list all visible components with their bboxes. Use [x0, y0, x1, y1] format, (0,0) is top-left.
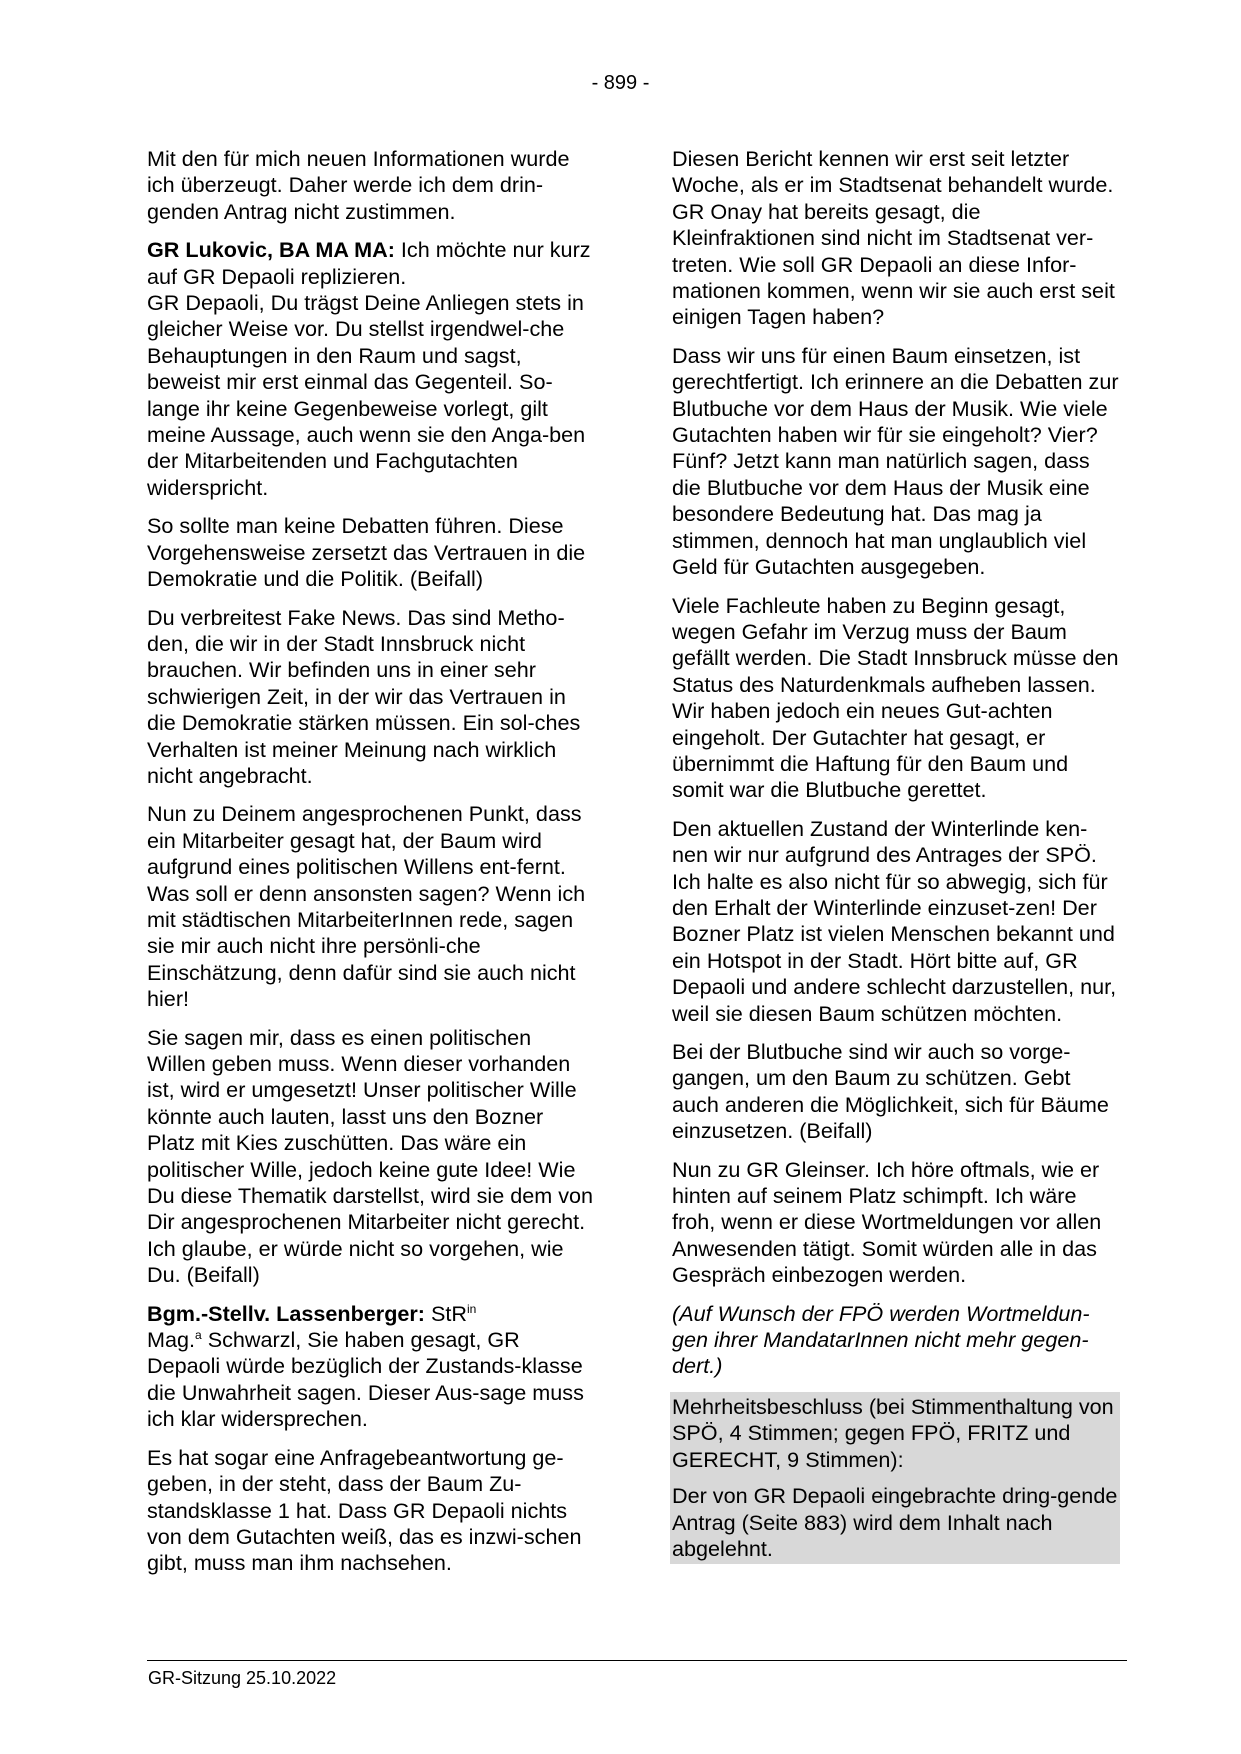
footer-divider	[147, 1660, 1127, 1661]
paragraph-text: Mit den für mich neuen Informationen wurde ich überzeugt. Daher werde ich dem drin-genden Antrag nicht zustimmen.	[147, 146, 570, 224]
paragraph-text: Viele Fachleute haben zu Beginn gesagt, wegen Gefahr im Verzug muss der Baum gefällt werden. Die Stadt Innsbruck müsse den Status des Naturdenkmals aufheben lassen. Wir haben jedoch ein neues Gut-achten eingeholt. Der Gutachter hat gesagt, er übernimmt die Haftung für den Baum und somit war die Blutbuche gerettet.	[672, 592, 1119, 803]
page-number: - 899 -	[591, 72, 650, 94]
paragraph	[672, 593, 1120, 804]
paragraph-text: Ich möchte nur kurz auf GR Depaoli replizieren.	[147, 237, 591, 289]
resolution-decision: Der von GR Depaoli eingebrachte dring-gende Antrag (Seite 883) wird dem Inhalt nach abgelehnt.	[672, 1483, 1118, 1561]
paragraph	[147, 1445, 595, 1577]
paragraph	[147, 605, 595, 790]
resolution-box	[670, 1392, 1120, 1564]
paragraph-text: Du verbreitest Fake News. Das sind Metho-den, die wir in der Stadt Innsbruck nicht brauchen. Wir befinden uns in einer sehr schwierigen Zeit, in der wir das Vertrauen in die Demokratie stärken müssen. Ein sol-ches Verhalten ist meiner Meinung nach wirklich nicht angebracht.	[147, 604, 581, 788]
italic-note	[672, 1301, 1120, 1380]
title-text: StR	[425, 1300, 467, 1326]
paragraph-text: Schwarzl, Sie haben gesagt, GR Depaoli würde bezüglich der Zustands-klasse die Unwahrheit sagen. Dieser Aus-sage muss ich klar widersprechen.	[147, 1327, 584, 1432]
paragraph	[147, 513, 595, 592]
speaker-name: Bgm.-Stellv. Lassenberger:	[147, 1300, 425, 1326]
speaker-paragraph	[147, 1301, 595, 1433]
superscript: in	[467, 1301, 477, 1316]
superscript: a	[195, 1327, 202, 1342]
paragraph	[672, 1157, 1120, 1289]
paragraph-text: Den aktuellen Zustand der Winterlinde ken-nen wir nur aufgrund des Antrages der SPÖ. Ich halte es also nicht für so abwegig, sich für den Erhalt der Winterlinde einzuset-zen! Der Bozner Platz ist vielen Menschen bekannt und ein Hotspot in der Stadt. Hört bitte auf, GR Depaoli und andere schlecht darzustellen, nur, weil sie diesen Baum schützen möchten.	[672, 815, 1117, 1026]
paragraph	[672, 1039, 1120, 1145]
paragraph	[672, 816, 1120, 1027]
paragraph-text: Nun zu Deinem angesprochenen Punkt, dass ein Mitarbeiter gesagt hat, der Baum wird aufgrund eines politischen Willens ent-fernt. Was soll er denn ansonsten sagen? Wenn ich mit städtischen MitarbeiterInnen rede, sagen sie mir auch nicht ihre persönli-che Einschätzung, denn dafür sind sie auch nicht hier!	[147, 801, 586, 1012]
paragraph-text: Es hat sogar eine Anfragebeantwortung ge-geben, in der steht, dass der Baum Zu-standsklasse 1 hat. Dass GR Depaoli nichts von dem Gutachten weiß, das es inzwi-schen gibt, muss man ihm nachsehen.	[147, 1444, 582, 1576]
paragraph	[147, 146, 595, 225]
paragraph-text: Dass wir uns für einen Baum einsetzen, ist gerechtfertigt. Ich erinnere an die Debatten zur Blutbuche vor dem Haus der Musik. Wie viele Gutachten haben wir für sie eingeholt? Vier? Fünf? Jetzt kann man natürlich sagen, dass die Blutbuche vor dem Haus der Musik eine besondere Bedeutung hat. Das mag ja stimmen, dennoch hat man unglaublich viel Geld für Gutachten ausgegeben.	[672, 342, 1119, 580]
paragraph	[147, 801, 595, 1012]
paragraph-text: GR Depaoli, Du trägst Deine Anliegen stets in gleicher Weise vor. Du stellst irgendwel-che Behauptungen in den Raum und sagst, beweist mir erst einmal das Gegenteil. So-lange ihr keine Gegenbeweise vorlegt, gilt meine Aussage, auch wenn sie den Anga-ben der Mitarbeitenden und Fachgutachten widerspricht.	[147, 290, 586, 500]
paragraph	[672, 343, 1120, 581]
paragraph	[147, 1025, 595, 1289]
paragraph-text: Nun zu GR Gleinser. Ich höre oftmals, wie er hinten auf seinem Platz schimpft. Ich wäre froh, wenn er diese Wortmeldungen vor allen Anwesenden tätigt. Somit würden alle in das Gespräch einbezogen werden.	[672, 1156, 1102, 1288]
speaker-paragraph	[147, 237, 595, 290]
paragraph	[147, 290, 595, 501]
speaker-name: GR Lukovic, BA MA MA:	[147, 237, 395, 263]
left-column	[147, 146, 595, 1589]
resolution-result: Mehrheitsbeschluss (bei Stimmenthaltung von SPÖ, 4 Stimmen; gegen FPÖ, FRITZ und GERECHT, 9 Stimmen):	[672, 1393, 1114, 1472]
paragraph-text: Diesen Bericht kennen wir erst seit letzter Woche, als er im Stadtsenat behandelt wurde. GR Onay hat bereits gesagt, die Kleinfraktionen sind nicht im Stadtsenat ver-treten. Wie soll GR Depaoli an diese Infor-mationen kommen, wenn wir sie auch erst seit einigen Tagen haben?	[672, 146, 1115, 330]
title-text: Mag.	[147, 1327, 196, 1353]
right-column	[672, 146, 1120, 1564]
paragraph	[672, 146, 1120, 331]
paragraph-text: Sie sagen mir, dass es einen politischen Willen geben muss. Wenn dieser vorhanden ist, wird er umgesetzt! Unser politischer Wille könnte auch lauten, lasst uns den Bozner Platz mit Kies zuschütten. Das wäre ein politischer Wille, jedoch keine gute Idee! Wie Du diese Thematik darstellst, wird sie dem von Dir angesprochenen Mitarbeiter nicht gerecht. Ich glaube, er würde nicht so vorgehen, wie Du. (Beifall)	[147, 1024, 594, 1288]
footer-text: GR-Sitzung 25.10.2022	[148, 1668, 337, 1688]
paragraph-text: (Auf Wunsch der FPÖ werden Wortmeldun-gen ihrer MandatarInnen nicht mehr gegen-dert.)	[672, 1300, 1090, 1379]
paragraph-text: So sollte man keine Debatten führen. Diese Vorgehensweise zersetzt das Vertrauen in die Demokratie und die Politik. (Beifall)	[147, 513, 586, 592]
paragraph-text: Bei der Blutbuche sind wir auch so vorge-gangen, um den Baum zu schützen. Gebt auch anderen die Möglichkeit, sich für Bäume einzusetzen. (Beifall)	[672, 1039, 1109, 1144]
